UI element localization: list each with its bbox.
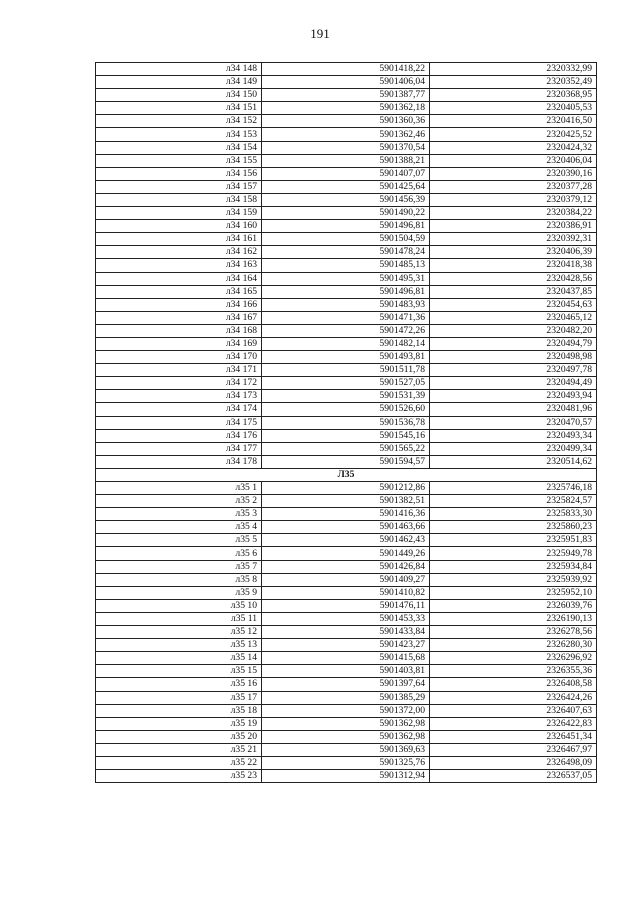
point-id-cell: л34 167	[96, 311, 262, 324]
x-coordinate-cell: 5901418,22	[262, 63, 430, 76]
y-coordinate-cell: 2320470,57	[430, 416, 597, 429]
x-coordinate-cell: 5901504,59	[262, 233, 430, 246]
x-coordinate-cell: 5901382,51	[262, 495, 430, 508]
x-coordinate-cell: 5901385,29	[262, 691, 430, 704]
x-coordinate-cell: 5901483,93	[262, 298, 430, 311]
table-row	[96, 547, 597, 560]
x-coordinate-cell: 5901410,82	[262, 586, 430, 599]
x-coordinate-cell: 5901478,24	[262, 246, 430, 259]
x-coordinate-cell: 5901471,36	[262, 311, 430, 324]
table-row	[96, 429, 597, 442]
x-coordinate-cell: 5901545,16	[262, 429, 430, 442]
table-row	[96, 193, 597, 206]
x-coordinate-cell: 5901325,76	[262, 756, 430, 769]
table-row	[96, 128, 597, 141]
x-coordinate-cell: 5901536,78	[262, 416, 430, 429]
x-coordinate-cell: 5901403,81	[262, 665, 430, 678]
point-id-cell: л35 23	[96, 770, 262, 783]
x-coordinate-cell: 5901362,98	[262, 730, 430, 743]
x-coordinate-cell: 5901490,22	[262, 207, 430, 220]
point-id-cell: л35 14	[96, 652, 262, 665]
table-row	[96, 442, 597, 455]
y-coordinate-cell: 2325860,23	[430, 521, 597, 534]
y-coordinate-cell: 2320377,28	[430, 180, 597, 193]
x-coordinate-cell: 5901496,81	[262, 220, 430, 233]
x-coordinate-cell: 5901449,26	[262, 547, 430, 560]
table-row	[96, 167, 597, 180]
point-id-cell: л34 156	[96, 167, 262, 180]
point-id-cell: л34 163	[96, 259, 262, 272]
point-id-cell: л34 172	[96, 377, 262, 390]
table-row	[96, 586, 597, 599]
table-body-l35	[96, 482, 597, 783]
y-coordinate-cell: 2320406,04	[430, 154, 597, 167]
y-coordinate-cell: 2320386,91	[430, 220, 597, 233]
x-coordinate-cell: 5901565,22	[262, 442, 430, 455]
point-id-cell: л34 175	[96, 416, 262, 429]
y-coordinate-cell: 2320332,99	[430, 63, 597, 76]
y-coordinate-cell: 2320428,56	[430, 272, 597, 285]
x-coordinate-cell: 5901362,46	[262, 128, 430, 141]
point-id-cell: л34 170	[96, 351, 262, 364]
y-coordinate-cell: 2325934,84	[430, 560, 597, 573]
coordinates-table	[95, 62, 597, 783]
point-id-cell: л35 12	[96, 626, 262, 639]
y-coordinate-cell: 2320392,31	[430, 233, 597, 246]
table-row	[96, 311, 597, 324]
y-coordinate-cell: 2326537,05	[430, 770, 597, 783]
y-coordinate-cell: 2325824,57	[430, 495, 597, 508]
x-coordinate-cell: 5901496,81	[262, 285, 430, 298]
point-id-cell: л34 171	[96, 364, 262, 377]
y-coordinate-cell: 2325952,10	[430, 586, 597, 599]
x-coordinate-cell: 5901397,64	[262, 678, 430, 691]
table-row	[96, 285, 597, 298]
x-coordinate-cell: 5901485,13	[262, 259, 430, 272]
y-coordinate-cell: 2320499,34	[430, 442, 597, 455]
point-id-cell: л35 10	[96, 599, 262, 612]
point-id-cell: л35 3	[96, 508, 262, 521]
x-coordinate-cell: 5901462,43	[262, 534, 430, 547]
y-coordinate-cell: 2320405,53	[430, 102, 597, 115]
y-coordinate-cell: 2320494,79	[430, 337, 597, 350]
y-coordinate-cell: 2320437,85	[430, 285, 597, 298]
y-coordinate-cell: 2320384,22	[430, 207, 597, 220]
y-coordinate-cell: 2320368,95	[430, 89, 597, 102]
x-coordinate-cell: 5901425,64	[262, 180, 430, 193]
x-coordinate-cell: 5901453,33	[262, 612, 430, 625]
y-coordinate-cell: 2320425,52	[430, 128, 597, 141]
point-id-cell: л34 157	[96, 180, 262, 193]
x-coordinate-cell: 5901476,11	[262, 599, 430, 612]
x-coordinate-cell: 5901426,84	[262, 560, 430, 573]
point-id-cell: л34 164	[96, 272, 262, 285]
x-coordinate-cell: 5901463,66	[262, 521, 430, 534]
y-coordinate-cell: 2326467,97	[430, 743, 597, 756]
table-row	[96, 652, 597, 665]
table-row	[96, 246, 597, 259]
table-row	[96, 534, 597, 547]
y-coordinate-cell: 2320465,12	[430, 311, 597, 324]
point-id-cell: л35 17	[96, 691, 262, 704]
point-id-cell: л34 150	[96, 89, 262, 102]
table-row	[96, 337, 597, 350]
table-row	[96, 324, 597, 337]
table-row	[96, 272, 597, 285]
point-id-cell: л34 161	[96, 233, 262, 246]
table-row	[96, 730, 597, 743]
point-id-cell: л35 21	[96, 743, 262, 756]
table-row	[96, 298, 597, 311]
y-coordinate-cell: 2326278,56	[430, 626, 597, 639]
point-id-cell: л34 178	[96, 455, 262, 468]
table-row	[96, 115, 597, 128]
table-row	[96, 626, 597, 639]
section-header	[96, 468, 597, 481]
x-coordinate-cell: 5901360,36	[262, 115, 430, 128]
table-row	[96, 455, 597, 468]
table-row	[96, 612, 597, 625]
table-row	[96, 639, 597, 652]
y-coordinate-cell: 2325746,18	[430, 482, 597, 495]
table-row	[96, 717, 597, 730]
table-row	[96, 377, 597, 390]
y-coordinate-cell: 2326190,13	[430, 612, 597, 625]
x-coordinate-cell: 5901362,18	[262, 102, 430, 115]
y-coordinate-cell: 2326355,36	[430, 665, 597, 678]
point-id-cell: л34 159	[96, 207, 262, 220]
table-row	[96, 560, 597, 573]
point-id-cell: л34 151	[96, 102, 262, 115]
table-row	[96, 233, 597, 246]
x-coordinate-cell: 5901433,84	[262, 626, 430, 639]
section-row	[96, 468, 597, 481]
table-row	[96, 403, 597, 416]
table-row	[96, 573, 597, 586]
point-id-cell: л34 165	[96, 285, 262, 298]
point-id-cell: л35 16	[96, 678, 262, 691]
point-id-cell: л34 148	[96, 63, 262, 76]
point-id-cell: л35 15	[96, 665, 262, 678]
point-id-cell: л35 8	[96, 573, 262, 586]
y-coordinate-cell: 2320494,49	[430, 377, 597, 390]
x-coordinate-cell: 5901387,77	[262, 89, 430, 102]
x-coordinate-cell: 5901415,68	[262, 652, 430, 665]
y-coordinate-cell: 2320418,38	[430, 259, 597, 272]
table-row	[96, 678, 597, 691]
y-coordinate-cell: 2325833,30	[430, 508, 597, 521]
point-id-cell: л35 2	[96, 495, 262, 508]
table-row	[96, 521, 597, 534]
table-row	[96, 141, 597, 154]
point-id-cell: л34 176	[96, 429, 262, 442]
x-coordinate-cell: 5901526,60	[262, 403, 430, 416]
point-id-cell: л35 5	[96, 534, 262, 547]
x-coordinate-cell: 5901372,00	[262, 704, 430, 717]
point-id-cell: л35 11	[96, 612, 262, 625]
y-coordinate-cell: 2320424,32	[430, 141, 597, 154]
x-coordinate-cell: 5901423,27	[262, 639, 430, 652]
y-coordinate-cell: 2320416,50	[430, 115, 597, 128]
y-coordinate-cell: 2320352,49	[430, 76, 597, 89]
point-id-cell: л35 13	[96, 639, 262, 652]
y-coordinate-cell: 2320481,96	[430, 403, 597, 416]
point-id-cell: л35 1	[96, 482, 262, 495]
table-row	[96, 743, 597, 756]
point-id-cell: л34 152	[96, 115, 262, 128]
x-coordinate-cell: 5901406,04	[262, 76, 430, 89]
x-coordinate-cell: 5901407,07	[262, 167, 430, 180]
point-id-cell: л35 22	[96, 756, 262, 769]
table-row	[96, 154, 597, 167]
point-id-cell: л34 173	[96, 390, 262, 403]
point-id-cell: л34 155	[96, 154, 262, 167]
point-id-cell: л34 160	[96, 220, 262, 233]
y-coordinate-cell: 2326422,83	[430, 717, 597, 730]
point-id-cell: л35 18	[96, 704, 262, 717]
table-row	[96, 351, 597, 364]
point-id-cell: л34 149	[96, 76, 262, 89]
point-id-cell: л35 20	[96, 730, 262, 743]
point-id-cell: л34 166	[96, 298, 262, 311]
point-id-cell: л35 4	[96, 521, 262, 534]
x-coordinate-cell: 5901527,05	[262, 377, 430, 390]
x-coordinate-cell: 5901456,39	[262, 193, 430, 206]
y-coordinate-cell: 2326408,58	[430, 678, 597, 691]
y-coordinate-cell: 2320379,12	[430, 193, 597, 206]
page-number: 191	[310, 26, 330, 41]
x-coordinate-cell: 5901594,57	[262, 455, 430, 468]
y-coordinate-cell: 2320493,34	[430, 429, 597, 442]
y-coordinate-cell: 2326039,76	[430, 599, 597, 612]
table-row	[96, 691, 597, 704]
section-title: Л35	[96, 468, 597, 481]
point-id-cell: л34 158	[96, 193, 262, 206]
x-coordinate-cell: 5901409,27	[262, 573, 430, 586]
x-coordinate-cell: 5901472,26	[262, 324, 430, 337]
table-row	[96, 220, 597, 233]
y-coordinate-cell: 2320493,94	[430, 390, 597, 403]
y-coordinate-cell: 2326498,09	[430, 756, 597, 769]
table-row	[96, 63, 597, 76]
table-body-l34	[96, 63, 597, 469]
y-coordinate-cell: 2326280,30	[430, 639, 597, 652]
table-row	[96, 756, 597, 769]
table-row	[96, 508, 597, 521]
point-id-cell: л35 7	[96, 560, 262, 573]
table-row	[96, 416, 597, 429]
y-coordinate-cell: 2326407,63	[430, 704, 597, 717]
point-id-cell: л34 153	[96, 128, 262, 141]
x-coordinate-cell: 5901312,94	[262, 770, 430, 783]
y-coordinate-cell: 2326451,34	[430, 730, 597, 743]
table-row	[96, 180, 597, 193]
table-row	[96, 704, 597, 717]
y-coordinate-cell: 2325939,92	[430, 573, 597, 586]
point-id-cell: л35 19	[96, 717, 262, 730]
table-row	[96, 390, 597, 403]
table-row	[96, 102, 597, 115]
y-coordinate-cell: 2325949,78	[430, 547, 597, 560]
point-id-cell: л35 9	[96, 586, 262, 599]
y-coordinate-cell: 2320514,62	[430, 455, 597, 468]
x-coordinate-cell: 5901495,31	[262, 272, 430, 285]
x-coordinate-cell: 5901362,98	[262, 717, 430, 730]
table-row	[96, 364, 597, 377]
point-id-cell: л34 169	[96, 337, 262, 350]
point-id-cell: л34 174	[96, 403, 262, 416]
x-coordinate-cell: 5901493,81	[262, 351, 430, 364]
x-coordinate-cell: 5901369,63	[262, 743, 430, 756]
table-row	[96, 482, 597, 495]
y-coordinate-cell: 2320390,16	[430, 167, 597, 180]
y-coordinate-cell: 2320454,63	[430, 298, 597, 311]
y-coordinate-cell: 2326296,92	[430, 652, 597, 665]
x-coordinate-cell: 5901511,78	[262, 364, 430, 377]
y-coordinate-cell: 2320482,20	[430, 324, 597, 337]
table-row	[96, 770, 597, 783]
y-coordinate-cell: 2320406,39	[430, 246, 597, 259]
table-row	[96, 207, 597, 220]
x-coordinate-cell: 5901370,54	[262, 141, 430, 154]
table-row	[96, 76, 597, 89]
y-coordinate-cell: 2325951,83	[430, 534, 597, 547]
table-row	[96, 599, 597, 612]
x-coordinate-cell: 5901416,36	[262, 508, 430, 521]
x-coordinate-cell: 5901388,21	[262, 154, 430, 167]
point-id-cell: л35 6	[96, 547, 262, 560]
y-coordinate-cell: 2320497,78	[430, 364, 597, 377]
table-row	[96, 259, 597, 272]
point-id-cell: л34 177	[96, 442, 262, 455]
x-coordinate-cell: 5901482,14	[262, 337, 430, 350]
point-id-cell: л34 154	[96, 141, 262, 154]
table-row	[96, 665, 597, 678]
table-row	[96, 495, 597, 508]
point-id-cell: л34 168	[96, 324, 262, 337]
y-coordinate-cell: 2326424,26	[430, 691, 597, 704]
table-row	[96, 89, 597, 102]
y-coordinate-cell: 2320498,98	[430, 351, 597, 364]
x-coordinate-cell: 5901212,86	[262, 482, 430, 495]
point-id-cell: л34 162	[96, 246, 262, 259]
x-coordinate-cell: 5901531,39	[262, 390, 430, 403]
